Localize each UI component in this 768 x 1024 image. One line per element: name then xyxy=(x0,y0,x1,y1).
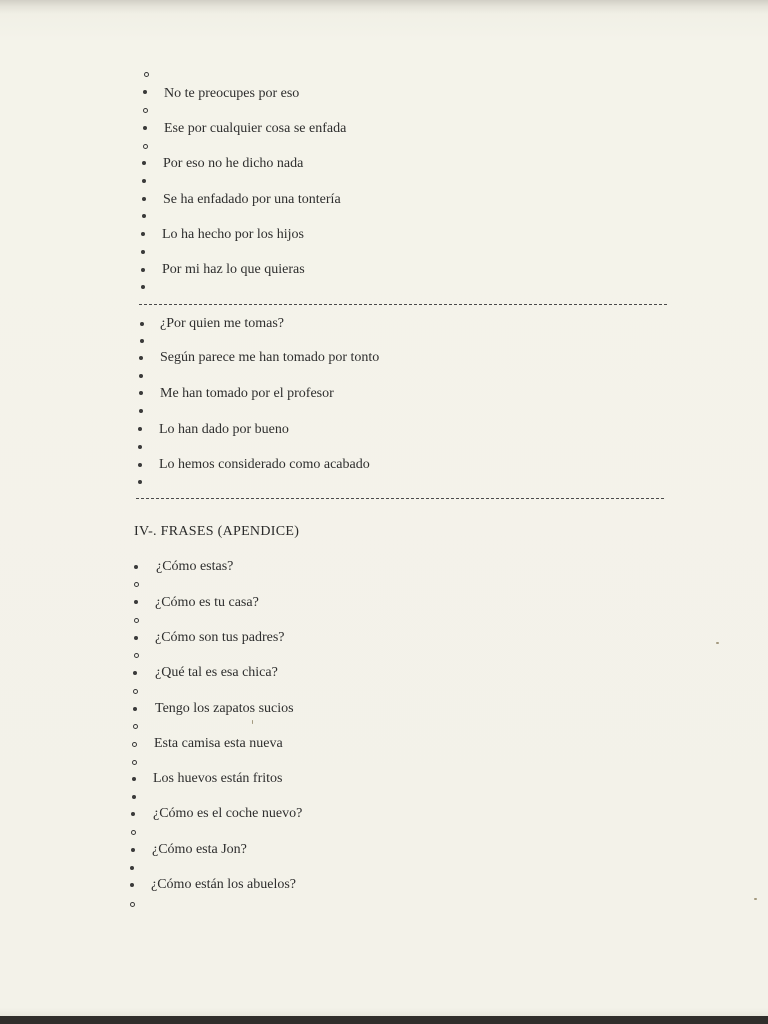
bullet-spacer xyxy=(139,374,143,378)
bullet-icon xyxy=(138,427,142,431)
scan-speck xyxy=(252,720,253,724)
bullet-icon xyxy=(133,707,137,711)
bullet-icon xyxy=(141,232,145,236)
bullet-icon xyxy=(134,565,138,569)
sentence-item: Esta camisa esta nueva xyxy=(154,736,283,751)
sentence-item: Tengo los zapatos sucios xyxy=(155,701,294,716)
sentence-item: ¿Cómo estas? xyxy=(156,559,234,574)
bullet-spacer xyxy=(134,582,139,587)
bullet-icon xyxy=(138,463,142,467)
bullet-spacer xyxy=(133,724,138,729)
bullet-icon xyxy=(132,777,136,781)
bullet-icon xyxy=(131,812,135,816)
dashed-divider xyxy=(136,498,664,499)
bullet-spacer xyxy=(139,409,143,413)
sentence-item: No te preocupes por eso xyxy=(164,86,300,101)
bullet-spacer xyxy=(132,795,136,799)
sentence-item: ¿Qué tal es esa chica? xyxy=(155,665,278,680)
bullet-icon xyxy=(142,161,146,165)
bullet-icon xyxy=(139,391,143,395)
bullet-icon xyxy=(143,90,147,94)
bullet-icon xyxy=(132,742,137,747)
sentence-item: ¿Cómo están los abuelos? xyxy=(151,877,297,892)
bullet-spacer xyxy=(144,72,149,77)
sentence-item: ¿Cómo es tu casa? xyxy=(155,595,259,610)
bullet-spacer xyxy=(132,760,137,765)
bullet-icon xyxy=(131,848,135,852)
scan-speck xyxy=(716,642,719,644)
bullet-icon xyxy=(140,322,144,326)
dashed-divider xyxy=(139,304,667,305)
bullet-spacer xyxy=(134,618,139,623)
bullet-spacer xyxy=(131,830,136,835)
sentence-item: Lo hemos considerado como acabado xyxy=(159,457,370,472)
bullet-icon xyxy=(133,671,137,675)
bullet-spacer xyxy=(140,339,144,343)
sentence-item: ¿Cómo son tus padres? xyxy=(155,630,285,645)
bullet-spacer xyxy=(141,250,145,254)
bullet-spacer xyxy=(141,285,145,289)
sentence-item: ¿Cómo esta Jon? xyxy=(152,842,247,857)
sentence-item: Según parece me han tomado por tonto xyxy=(160,350,380,365)
sentence-item: ¿Por quien me tomas? xyxy=(160,316,285,331)
bullet-spacer xyxy=(130,866,134,870)
section-heading: IV-. FRASES (APENDICE) xyxy=(134,524,300,539)
bullet-spacer xyxy=(133,689,138,694)
sentence-item: Lo han dado por bueno xyxy=(159,422,289,437)
bullet-spacer xyxy=(143,108,148,113)
bullet-spacer xyxy=(142,179,146,183)
sentence-item: Se ha enfadado por una tontería xyxy=(163,192,341,207)
bullet-spacer xyxy=(143,144,148,149)
sentence-item: Por mi haz lo que quieras xyxy=(162,262,305,277)
bullet-icon xyxy=(139,356,143,360)
bullet-spacer xyxy=(142,214,146,218)
sentence-item: Los huevos están fritos xyxy=(153,771,283,786)
bullet-icon xyxy=(143,126,147,130)
bullet-icon xyxy=(134,600,138,604)
bullet-icon xyxy=(130,883,134,887)
sentence-item: Lo ha hecho por los hijos xyxy=(162,227,304,242)
bullet-icon xyxy=(142,197,146,201)
sentence-item: Ese por cualquier cosa se enfada xyxy=(164,121,347,136)
bullet-spacer xyxy=(138,480,142,484)
sentence-item: Por eso no he dicho nada xyxy=(163,156,304,171)
bullet-spacer xyxy=(134,653,139,658)
bullet-icon xyxy=(141,268,145,272)
sentence-item: Me han tomado por el profesor xyxy=(160,386,334,401)
bullet-spacer xyxy=(138,445,142,449)
sentence-item: ¿Cómo es el coche nuevo? xyxy=(153,806,303,821)
scanner-edge xyxy=(0,1016,768,1024)
bullet-spacer xyxy=(130,902,135,907)
bullet-icon xyxy=(134,636,138,640)
scan-speck xyxy=(754,898,757,900)
